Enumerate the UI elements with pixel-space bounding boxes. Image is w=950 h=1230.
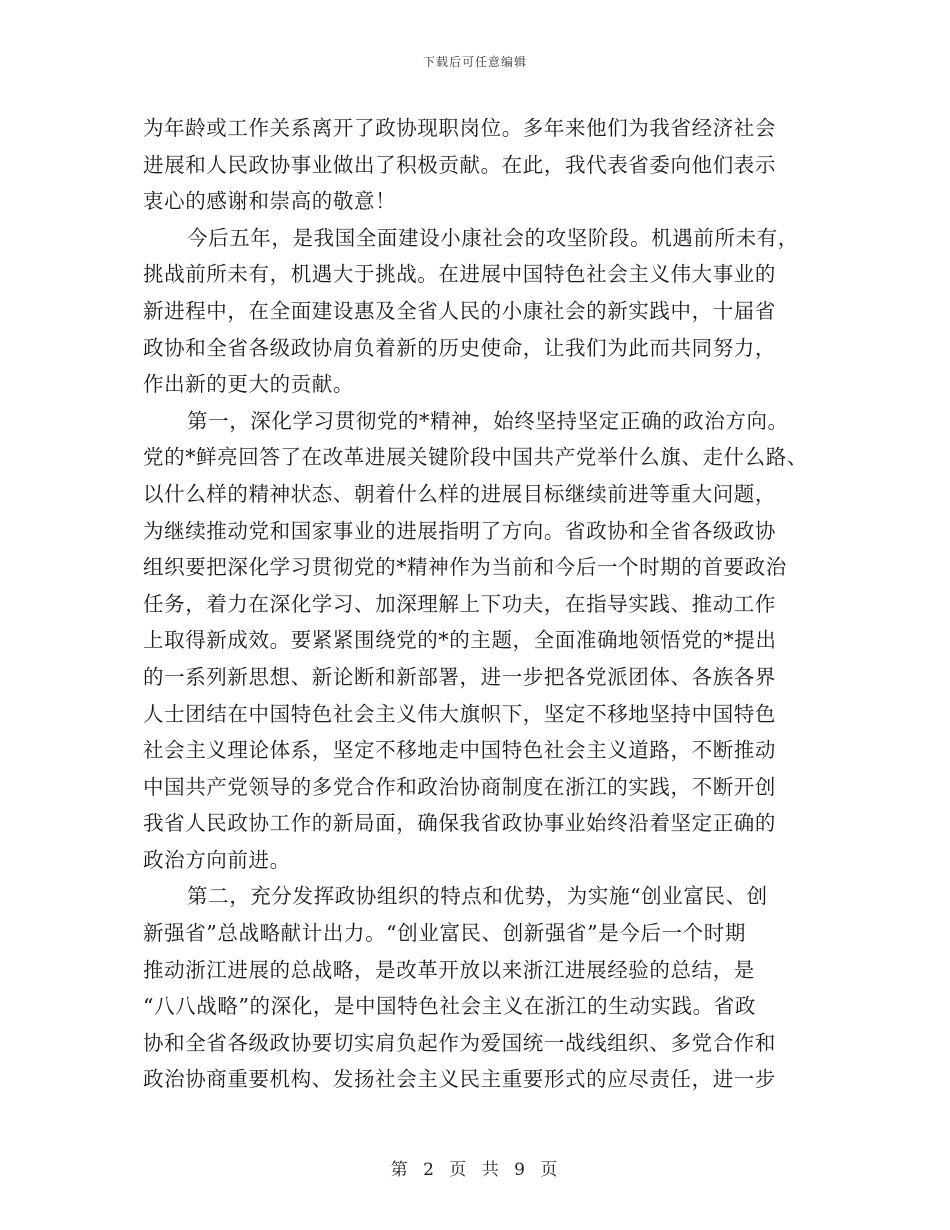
text-line: 挑战前所未有，机遇大于挑战。在进展中国特色社会主义伟大事业的	[143, 262, 776, 287]
paragraph-first-line: 第二，充分发挥政协组织的特点和优势，为实施“创业富民、创	[187, 884, 768, 909]
text-line: 为继续推动党和国家事业的进展指明了方向。省政协和全省各级政协	[143, 518, 776, 543]
text-line: 党的*鲜亮回答了在改革进展关键阶段中国共产党举什么旗、走什么路、	[143, 445, 808, 470]
text-line: 衷心的感谢和崇高的敬意！	[143, 189, 397, 214]
text-line: 社会主义理论体系，坚定不移地走中国特色社会主义道路，不断推动	[143, 738, 776, 763]
text-line: 政治协商重要机构、发扬社会主义民主重要形式的应尽责任，进一步	[143, 1067, 776, 1092]
text-line: 协和全省各级政协要切实肩负起作为爱国统一战线组织、多党合作和	[143, 1030, 776, 1055]
text-line: 新强省”总战略献计出力。“创业富民、创新强省”是今后一个时期	[143, 921, 746, 946]
text-line: 中国共产党领导的多党合作和政治协商制度在浙江的实践，不断开创	[143, 774, 776, 799]
text-line: 进展和人民政协事业做出了积极贡献。在此，我代表省委向他们表示	[143, 152, 776, 177]
text-line: 人士团结在中国特色社会主义伟大旗帜下，坚定不移地坚持中国特色	[143, 701, 776, 726]
text-line: 为年龄或工作关系离开了政协现职岗位。多年来他们为我省经济社会	[143, 116, 776, 140]
text-line: “八八战略”的深化，是中国特色社会主义在浙江的生动实践。省政	[143, 994, 756, 1019]
text-line: 作出新的更大的贡献。	[143, 372, 354, 397]
text-line: 新进程中，在全面建设惠及全省人民的小康社会的新实践中，十届省	[143, 298, 776, 323]
page-footer: 第 2 页 共 9 页	[390, 1160, 560, 1180]
text-line: 政协和全省各级政协肩负着新的历史使命，让我们为此而共同努力，	[143, 335, 776, 360]
text-line: 以什么样的精神状态、朝着什么样的进展目标继续前进等重大问题，	[143, 481, 776, 506]
text-line: 政治方向前进。	[143, 847, 291, 872]
text-line: 任务，着力在深化学习、加深理解上下功夫，在指导实践、推动工作	[143, 591, 776, 616]
text-line: 的一系列新思想、新论断和新部署，进一步把各党派团体、各族各界	[143, 664, 776, 689]
page-header: 下载后可任意编辑	[422, 55, 527, 69]
paragraph-first-line: 今后五年，是我国全面建设小康社会的攻坚阶段。机遇前所未有，	[187, 225, 799, 250]
text-line: 上取得新成效。要紧紧围绕党的*的主题，全面准确地领悟党的*提出	[143, 628, 777, 653]
text-line: 组织要把深化学习贯彻党的*精神作为当前和今后一个时期的首要政治	[143, 555, 787, 580]
text-line: 推动浙江进展的总战略，是改革开放以来浙江进展经验的总结，是	[143, 957, 755, 982]
body-text	[143, 110, 823, 1098]
paragraph-first-line: 第一，深化学习贯彻党的*精神，始终坚持坚定正确的政治方向。	[187, 408, 789, 433]
text-line: 我省人民政协工作的新局面，确保我省政协事业始终沿着坚定正确的	[143, 811, 776, 836]
